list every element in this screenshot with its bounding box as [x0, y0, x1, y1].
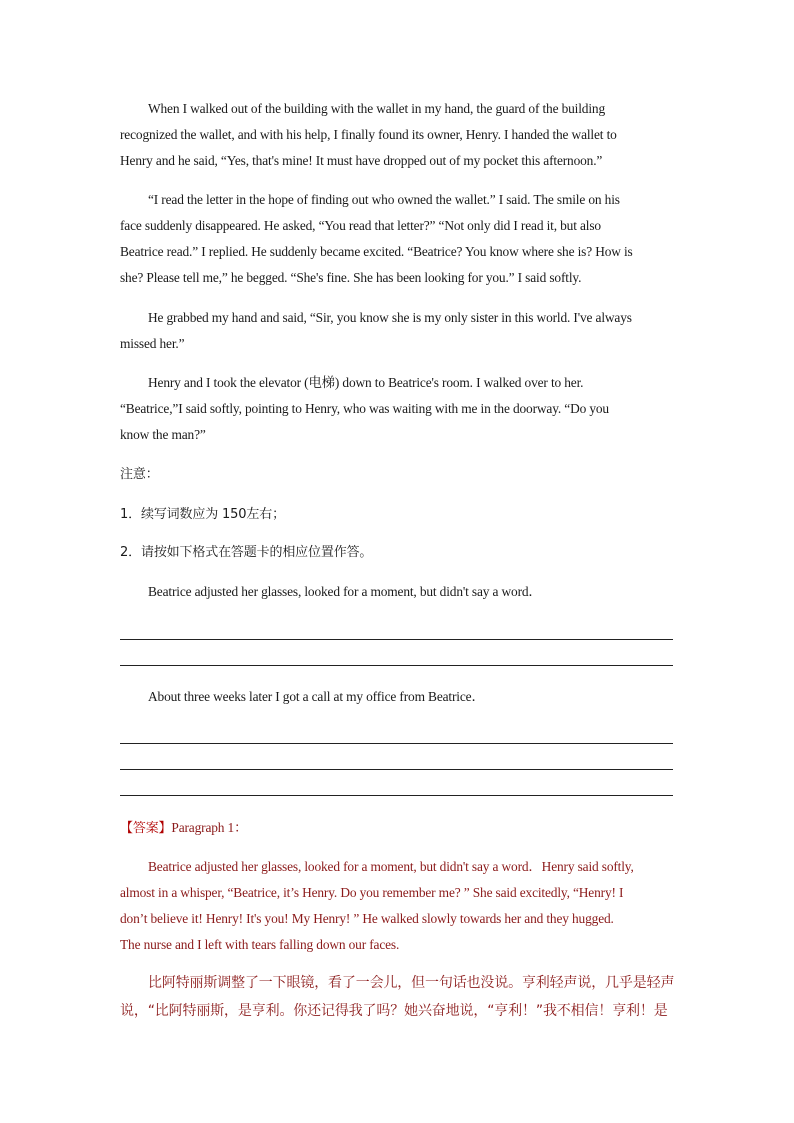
answer-line	[120, 795, 673, 796]
prompt-paragraph-1-start: Beatrice adjusted her glasses, looked for a moment, but didn't say a word．	[148, 584, 542, 599]
story-paragraph-3	[120, 305, 673, 357]
prompt-paragraph-2-start: About three weeks later I got a call at my office from Beatrice．	[148, 689, 485, 704]
answer-line	[120, 769, 673, 770]
answer-line	[120, 665, 673, 666]
story-paragraph-1	[120, 96, 673, 174]
story-line: He grabbed my hand and said, “Sir, you know she is my only sister in this world. I've always	[148, 310, 632, 325]
answer-paragraph-label: Paragraph 1：	[171, 820, 248, 835]
answer-line-text: almost in a whisper, “Beatrice, it’s Henry. Do you remember me? ” She said excitedly, “Henry! I	[120, 885, 624, 900]
notes-item-2: 2．请按如下格式在答题卡的相应位置作答。	[120, 545, 373, 560]
story-line: Beatrice read.” I replied. He suddenly became excited. “Beatrice? You know where she is? How is	[120, 244, 633, 259]
answer-line-text: Beatrice adjusted her glasses, looked for a moment, but didn't say a word．Henry said softly,	[148, 859, 634, 874]
answer-tag: 【答案】	[120, 821, 172, 836]
story-line: When I walked out of the building with the wallet in my hand, the guard of the building	[148, 101, 606, 116]
answer-chinese	[120, 969, 673, 1025]
answer-header	[120, 815, 673, 842]
story-line: she? Please tell me,” he begged. “She's fine. She has been looking for you.” I said softly.	[120, 270, 582, 285]
notes-item-1: 1．续写词数应为 150左右；	[120, 507, 285, 522]
answer-line-text: 比阿特丽斯调整了一下眼镜，看了一会儿，但一句话也没说。亨利轻声说，几乎是轻声	[148, 975, 675, 991]
notes-heading: 注意：	[120, 467, 159, 482]
story-line: face suddenly disappeared. He asked, “You read that letter?” “Not only did I read it, but also	[120, 218, 601, 233]
answer-line-text: 说，“比阿特丽斯，是亨利。你还记得我了吗？她兴奋地说，“亨利！”我不相信！亨利！是	[120, 1003, 668, 1019]
answer-english	[120, 854, 673, 958]
answer-line-text: don’t believe it! Henry! It's you! My Henry! ” He walked slowly towards her and they hugged.	[120, 911, 614, 926]
story-line: recognized the wallet, and with his help, I finally found its owner, Henry. I handed the wallet to	[120, 127, 617, 142]
story-paragraph-2	[120, 187, 673, 291]
answer-line	[120, 639, 673, 640]
answer-line	[120, 743, 673, 744]
story-line: Henry and I took the elevator (电梯) down to Beatrice's room. I walked over to her.	[148, 375, 584, 390]
story-line: Henry and he said, “Yes, that's mine! It must have dropped out of my pocket this afternoon.”	[120, 153, 603, 168]
story-line: “I read the letter in the hope of finding out who owned the wallet.” I said. The smile on his	[148, 192, 620, 207]
story-line: missed her.”	[120, 336, 185, 351]
story-line: know the man?”	[120, 427, 206, 442]
answer-line-text: The nurse and I left with tears falling down our faces.	[120, 937, 400, 952]
story-line: “Beatrice,”I said softly, pointing to Henry, who was waiting with me in the doorway. “Do you	[120, 401, 609, 416]
story-paragraph-4	[120, 370, 673, 448]
